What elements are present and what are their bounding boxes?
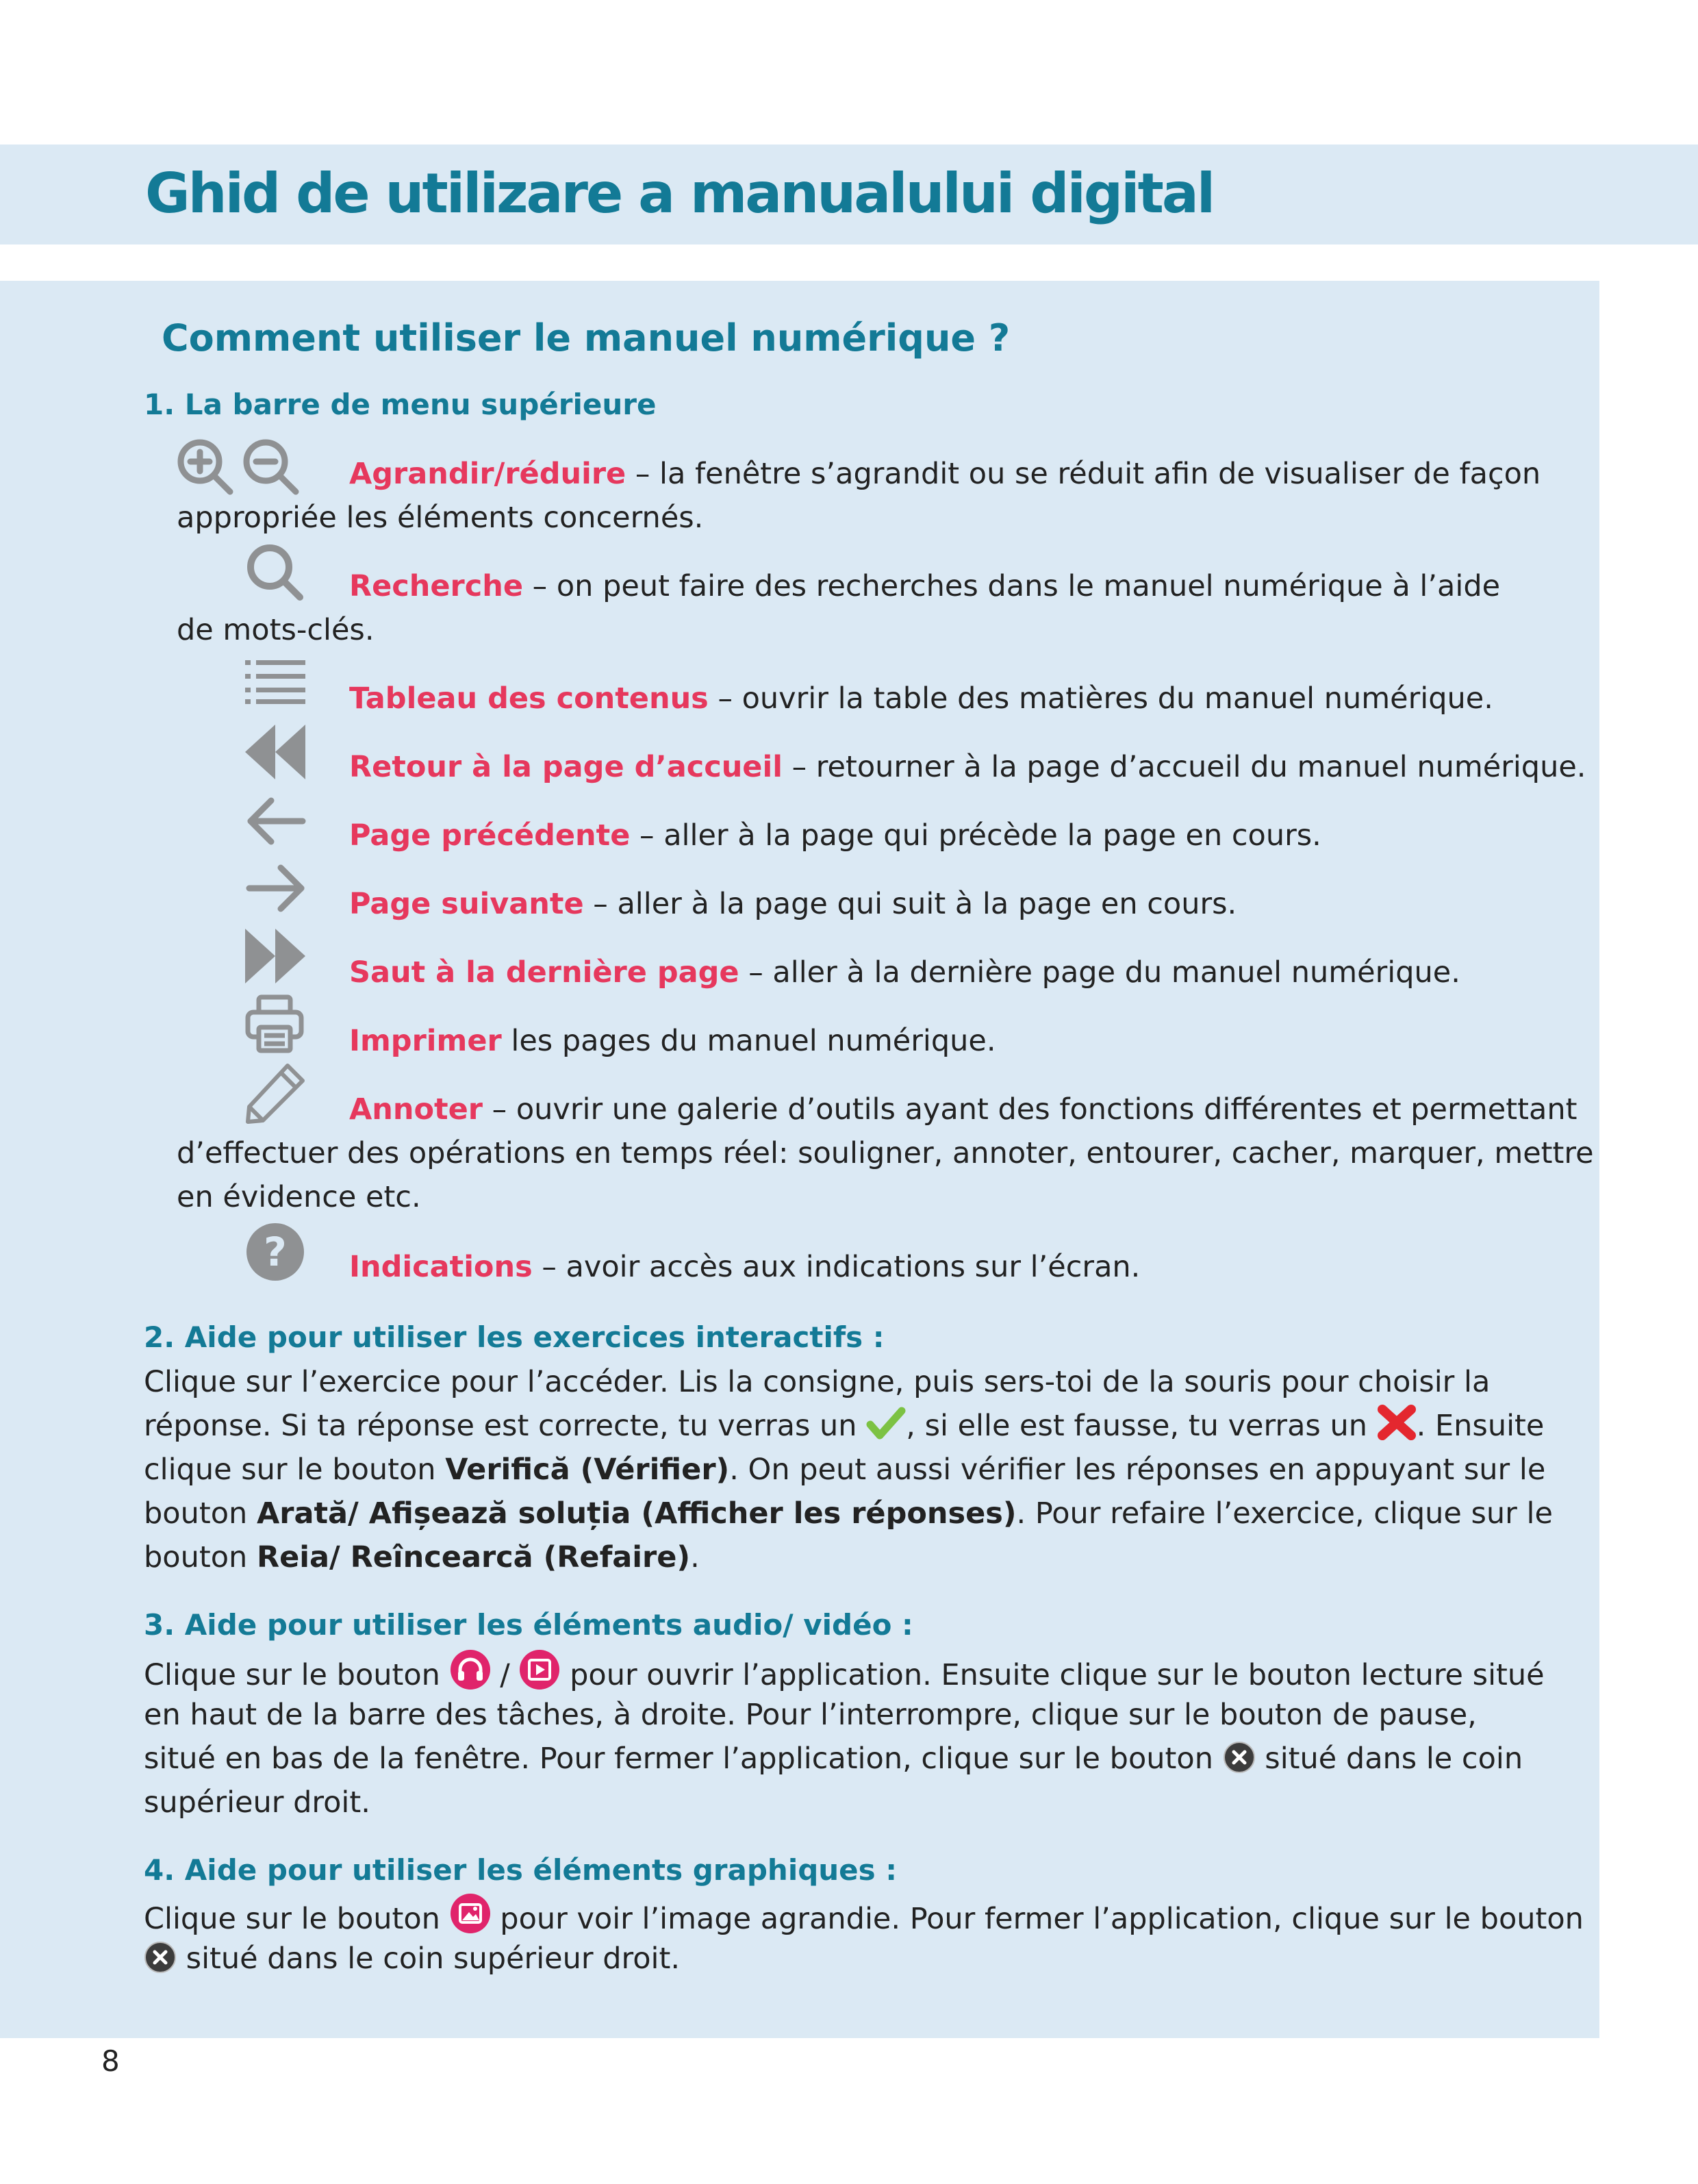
menu-item-next: Page suivante – aller à la page qui suit à la page en cours. <box>349 887 1237 921</box>
printer-icon <box>245 994 304 1053</box>
section3-line3: situé en bas de la fenêtre. Pour fermer l’application, clique sur le bouton situé dans le coin <box>144 1742 1523 1776</box>
menu-item-home: Retour à la page d’accueil – retourner à la page d’accueil du manuel numérique. <box>349 750 1586 784</box>
menu-item-print: Imprimer les pages du manuel numérique. <box>349 1024 996 1058</box>
page-title: Ghid de utilizare a manualului digital <box>145 162 1214 225</box>
close-button-icon[interactable] <box>144 1941 177 1974</box>
menu-item-contents: Tableau des contenus – ouvrir la table des matières du manuel numérique. <box>349 681 1493 716</box>
menu-item-last: Saut à la dernière page – aller à la dernière page du manuel numérique. <box>349 955 1460 990</box>
section2-line2: réponse. Si ta réponse est correcte, tu verras un , si elle est fausse, tu verras un . Ensuite <box>144 1404 1544 1448</box>
section3-line2: en haut de la barre des tâches, à droite. Pour l’interrompre, clique sur le bouton de pause, <box>144 1698 1477 1732</box>
headphones-button-icon[interactable] <box>450 1649 491 1690</box>
section1-heading: 1. La barre de menu supérieure <box>144 388 657 421</box>
menu-item-search-cont: de mots-clés. <box>177 613 375 647</box>
menu-item-zoom-cont: appropriée les éléments concernés. <box>177 501 704 535</box>
menu-item-annotate-cont2: en évidence etc. <box>177 1180 421 1214</box>
image-button-icon[interactable] <box>450 1893 491 1934</box>
section2-line3: clique sur le bouton Verifică (Vérifier). On peut aussi vérifier les réponses en appuyant sur le <box>144 1453 1546 1487</box>
fast-forward-icon <box>245 929 307 983</box>
zoom-in-out-icon <box>174 436 305 497</box>
menu-item-annotate: Annoter – ouvrir une galerie d’outils ayant des fonctions différentes et permettant <box>349 1092 1577 1127</box>
menu-item-search: Recherche – on peut faire des recherches dans le manuel numérique à l’aide <box>349 569 1501 603</box>
cross-icon <box>1377 1404 1417 1441</box>
section2-line4: bouton Arată/ Afișează soluția (Afficher les réponses). Pour refaire l’exercice, clique sur le <box>144 1496 1553 1531</box>
section4-line2: situé dans le coin supérieur droit. <box>144 1937 680 1981</box>
section2-line1: Clique sur l’exercice pour l’accéder. Lis la consigne, puis sers-toi de la souris pour choisir la <box>144 1365 1491 1399</box>
section3-heading: 3. Aide pour utiliser les éléments audio/ vidéo : <box>144 1608 913 1642</box>
svg-text:?: ? <box>264 1229 287 1275</box>
arrow-left-icon <box>245 797 307 845</box>
menu-item-previous: Page précédente – aller à la page qui précède la page en cours. <box>349 818 1321 853</box>
help-icon <box>245 1222 305 1282</box>
search-icon <box>242 541 308 603</box>
section3-line1: Clique sur le bouton / pour ouvrir l’application. Ensuite clique sur le bouton lecture situé <box>144 1649 1545 1697</box>
list-icon <box>245 659 307 704</box>
page-number: 8 <box>101 2044 120 2078</box>
pencil-icon <box>245 1063 307 1125</box>
close-button-icon[interactable] <box>1223 1741 1256 1774</box>
arrow-right-icon <box>245 864 307 912</box>
section3-line4: supérieur droit. <box>144 1785 370 1820</box>
menu-item-annotate-cont: d’effectuer des opérations en temps réel: souligner, annoter, entourer, cacher, marquer, mettre <box>177 1136 1594 1170</box>
menu-item-zoom: Agrandir/réduire – la fenêtre s’agrandit ou se réduit afin de visualiser de façon <box>349 457 1541 491</box>
section4-line1: Clique sur le bouton pour voir l’image agrandie. Pour fermer l’application, clique sur le bouton <box>144 1893 1584 1941</box>
menu-item-help: Indications – avoir accès aux indications sur l’écran. <box>349 1250 1141 1284</box>
section4-heading: 4. Aide pour utiliser les éléments graphiques : <box>144 1853 898 1887</box>
video-button-icon[interactable] <box>519 1649 560 1690</box>
section-subtitle: Comment utiliser le manuel numérique ? <box>162 316 1011 360</box>
rewind-icon <box>245 725 307 779</box>
check-icon <box>866 1407 906 1441</box>
section2-line5: bouton Reia/ Reîncearcă (Refaire). <box>144 1540 700 1574</box>
section2-heading: 2. Aide pour utiliser les exercices interactifs : <box>144 1320 885 1354</box>
